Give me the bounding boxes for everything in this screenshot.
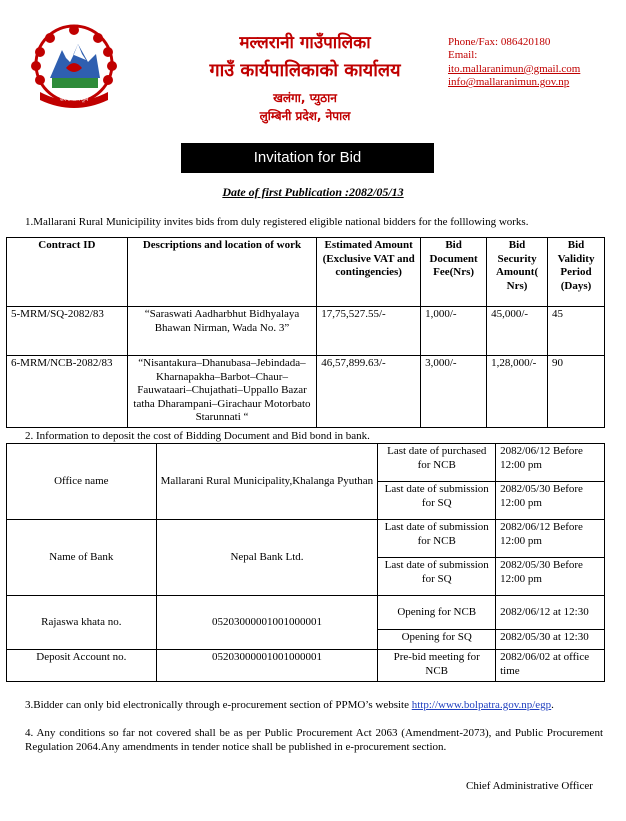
bolpatra-link[interactable]: http://www.bolpatra.gov.np/egp [411, 699, 552, 711]
svg-text:जननी जन्मभूमि: जननी जन्मभूमि [59, 97, 89, 103]
bid-table-header [7, 238, 605, 307]
date-value: 2082/06/12 Before 12:00 pm [496, 444, 605, 482]
security-amount: 45,000/- [487, 307, 548, 356]
date-value: 2082/05/30 at 12:30 [496, 630, 605, 650]
email-link-1[interactable]: ito.mallaranimun@gmail.com [448, 62, 581, 75]
invitation-banner: Invitation for Bid [181, 143, 434, 173]
document-fee: 3,000/- [421, 356, 487, 428]
rajaswa-khata-label: Rajaswa khata no. [7, 596, 157, 650]
work-description: “Nisantakura–Dhanubasa–Jebindada–Kharnapakha–Barbot–Chaur–Fauwataari–Chujathati–Uppallo Bazar tatha Dharampani–Girachaur Motorbato Starunnati “ [127, 356, 316, 428]
validity-days: 45 [548, 307, 605, 356]
phone-fax: Phone/Fax: 086420180 [448, 36, 551, 48]
office-name-value: Mallarani Rural Municipality,Khalanga Pyuthan [156, 444, 378, 520]
header-description: Descriptions and location of work [127, 238, 316, 307]
date-label: Last date of submission for SQ [378, 482, 496, 520]
email-label: Email: [448, 49, 478, 62]
nepal-emblem-logo [26, 22, 122, 114]
table-row [7, 356, 605, 428]
date-label: Pre-bid meeting for NCB [378, 650, 496, 682]
date-label: Last date of submission for SQ [378, 558, 496, 596]
work-description: “Saraswati Aadharbhut Bidhyalaya Bhawan Nirman, Wada No. 3” [127, 307, 316, 356]
date-label: Last date of submission for NCB [378, 520, 496, 558]
document-fee: 1,000/- [421, 307, 487, 356]
municipality-name-nepali: मल्लरानी गाउँपालिका [239, 33, 371, 53]
header-bid-document-fee: Bid Document Fee(Nrs) [421, 238, 487, 307]
e-procurement-paragraph [25, 699, 554, 711]
email-link-2[interactable]: info@mallaranimun.gov.np [448, 76, 570, 89]
deposit-account-label: Deposit Account no. [7, 650, 157, 682]
validity-days: 90 [548, 356, 605, 428]
estimated-amount: 17,75,527.55/- [317, 307, 421, 356]
security-amount: 1,28,000/- [487, 356, 548, 428]
estimated-amount: 46,57,899.63/- [317, 356, 421, 428]
bid-table [6, 237, 605, 428]
location-nepali: खलंगा, प्युठान [273, 91, 337, 105]
bank-name-label: Name of Bank [7, 520, 157, 596]
contact-block [448, 36, 580, 90]
date-value: 2082/05/30 Before 12:00 pm [496, 558, 605, 596]
date-value: 2082/05/30 Before 12:00 pm [496, 482, 605, 520]
table-row [7, 307, 605, 356]
province-nepali: लुम्बिनी प्रदेश, नेपाल [259, 109, 351, 123]
date-label: Opening for NCB [378, 596, 496, 630]
conditions-paragraph: 4. Any conditions so far not covered shall be as per Public Procurement Act 2063 (Amendment-2073), and Public Procurement Regulation 2064.Any amendments in tender notice shall be published in e-procurement section. [25, 727, 603, 753]
date-value: 2082/06/02 at office time [496, 650, 605, 682]
header-bid-validity: Bid Validity Period (Days) [548, 238, 605, 307]
e-procurement-text: 3.Bidder can only bid electronically through e-procurement section of PPMO’s website [25, 699, 412, 711]
publication-date: Date of first Publication :2082/05/13 [222, 185, 404, 199]
contract-id: 6-MRM/NCB-2082/83 [7, 356, 128, 428]
contract-id: 5-MRM/SQ-2082/83 [7, 307, 128, 356]
deposit-table [6, 443, 605, 682]
header-bid-security: Bid Security Amount( Nrs) [487, 238, 548, 307]
date-value: 2082/06/12 at 12:30 [496, 596, 605, 630]
deposit-info-heading: 2. Information to deposit the cost of Bidding Document and Bid bond in bank. [25, 430, 370, 442]
header-contract-id: Contract ID [7, 238, 128, 307]
deposit-account-value: 05203000001001000001 [156, 650, 378, 682]
date-label: Opening for SQ [378, 630, 496, 650]
header-estimated-amount: Estimated Amount (Exclusive VAT and contingencies) [317, 238, 421, 307]
date-value: 2082/06/12 Before 12:00 pm [496, 520, 605, 558]
date-label: Last date of purchased for NCB [378, 444, 496, 482]
intro-paragraph: 1.Mallarani Rural Municipility invites bids from duly registered eligible national bidders for the folllowing works. [25, 216, 529, 228]
rajaswa-khata-value: 05203000001001000001 [156, 596, 378, 650]
office-name-label: Office name [7, 444, 157, 520]
office-name-nepali: गाउँ कार्यपालिकाको कार्यालय [209, 60, 401, 81]
bank-name-value: Nepal Bank Ltd. [156, 520, 378, 596]
signature-title: Chief Administrative Officer [466, 780, 593, 792]
e-procurement-end: . [551, 699, 554, 711]
